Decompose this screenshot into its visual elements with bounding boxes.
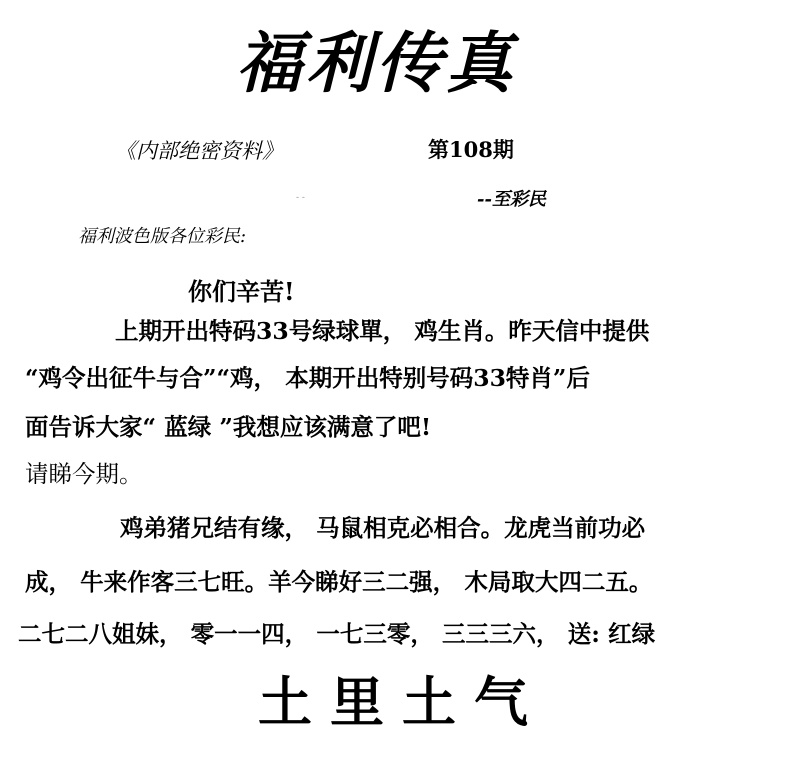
page-title: 福利传真 [236, 24, 516, 102]
letter-line-7: 二七二八姐妹， 零一一四， 一七三零， 三三三六， 送: 红绿 [18, 620, 656, 648]
letter-line-3: 面告诉大家“ 蓝绿 ”我想应该满意了吧! [25, 413, 432, 441]
letter-line-4: 请睇今期。 [25, 460, 143, 488]
issue-number: 第108期 [428, 137, 514, 162]
letter-line-5: 鸡弟猪兄结有缘， 马鼠相克必相合。龙虎当前功必 [120, 514, 646, 542]
letter-line-6: 成， 牛来作客三七旺。羊今睇好三二强， 木局取大四二五。 [25, 568, 653, 596]
confidential-label: 《内部绝密资料》 [115, 139, 283, 163]
salutation: 福利波色版各位彩民: [78, 226, 247, 247]
letter-line-1: 上期开出特码33号绿球單， 鸡生肖。昨天信中提供 [115, 317, 650, 345]
greeting: 你们辛苦! [188, 277, 295, 306]
faint-mark: - - [296, 193, 305, 203]
letter-line-2: “鸡令出征牛与合”“鸡， 本期开出特别号码33特肖”后 [25, 364, 590, 392]
footer-title: 土里土气 [258, 670, 546, 734]
signature: --至彩民 [477, 189, 546, 210]
